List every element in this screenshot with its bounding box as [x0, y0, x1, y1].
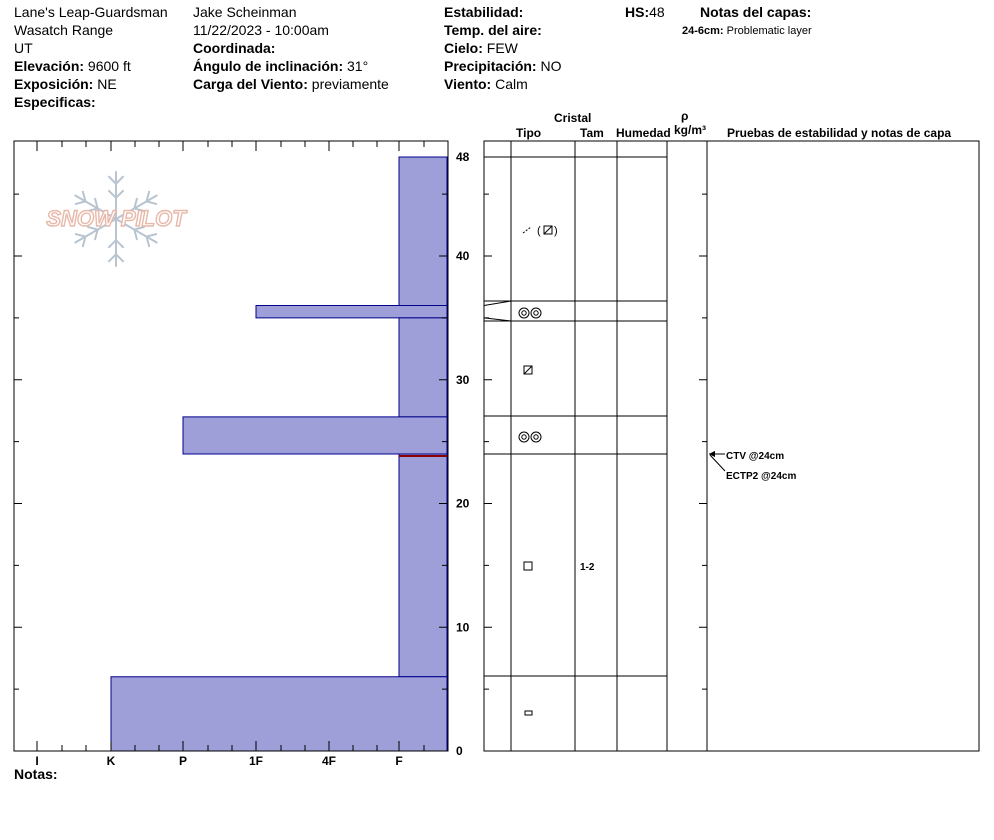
tests-header: Pruebas de estabilidad y notas de capa [727, 126, 952, 140]
y-tick-label: 10 [456, 620, 470, 635]
hardness-bar-5 [111, 677, 447, 751]
rho-header: ρ [681, 109, 689, 123]
stability-label: Estabilidad: [444, 4, 524, 20]
y-tick-label: 40 [456, 249, 470, 263]
size-header: Tam [580, 126, 604, 140]
wind-value: Calm [495, 76, 528, 92]
grain-symbol-ppgp [523, 225, 558, 237]
grain-size-label: 1-2 [580, 562, 595, 573]
svg-text:ECTP2 @24cm: ECTP2 @24cm [726, 471, 797, 482]
svg-text:): ) [554, 225, 558, 237]
svg-text:SNOW PILOT: SNOW PILOT [46, 206, 186, 231]
precip-value: NO [540, 58, 562, 74]
hardness-bar-3 [183, 417, 447, 454]
wind-label: Viento: [444, 76, 492, 92]
hs-value: 48 [649, 4, 665, 20]
x-tick-label: F [395, 754, 403, 768]
y-tick-label: 48 [456, 150, 470, 164]
x-tick-label: K [106, 754, 116, 768]
aspect-value: NE [97, 76, 117, 92]
type-header: Tipo [516, 126, 542, 140]
hardness-bar-0 [399, 157, 447, 306]
hardness-bar-1 [256, 306, 447, 318]
y-tick-label: 0 [456, 744, 463, 758]
range-name: Wasatch Range [14, 22, 114, 38]
x-tick-label: I [35, 754, 39, 768]
svg-text:CTV @24cm: CTV @24cm [726, 451, 785, 462]
x-tick-label: 4F [321, 754, 337, 768]
sky-label: Cielo: [444, 40, 483, 56]
layer-note-depth: 24-6cm: [682, 25, 724, 37]
hardness-bar-2 [399, 318, 447, 417]
sky-value: FEW [486, 40, 518, 56]
slope-label: Ángulo de inclinación: [193, 58, 344, 74]
state-name: UT [14, 40, 33, 56]
hardness-bar-4 [399, 454, 447, 677]
aspect-label: Exposición: [14, 76, 94, 92]
precip-label: Precipitación: [444, 58, 537, 74]
layer-notes-label: Notas del capas: [700, 4, 812, 20]
grain-symbol-fc [524, 562, 532, 570]
crystal-header: Cristal [554, 111, 592, 125]
coordinate-label: Coordinada: [193, 40, 276, 56]
grain-symbol-fcxr [524, 366, 532, 374]
grain-symbol-sh [519, 308, 541, 318]
layer-table-frame [484, 141, 979, 751]
wind-load-value: previamente [311, 76, 389, 92]
observer-name: Jake Scheinman [193, 4, 297, 20]
y-tick-label: 30 [456, 372, 470, 387]
elevation-label: Elevación: [14, 58, 85, 74]
depth-connector [484, 301, 511, 306]
x-tick-label: 1F [248, 754, 264, 768]
observation-datetime: 11/22/2023 - 10:00am [193, 22, 329, 38]
wind-load-label: Carga del Viento: [193, 76, 308, 92]
svg-text:(: ( [537, 225, 541, 237]
moisture-header: Humedad [616, 126, 671, 140]
layer-note-text: Problematic layer [726, 25, 812, 37]
grain-symbol-sh [519, 432, 541, 442]
specifics-label: Especificas: [14, 94, 96, 110]
air-temp-label: Temp. del aire: [444, 22, 542, 38]
elevation-value: 9600 ft [87, 58, 131, 74]
location-name: Lane's Leap-Guardsman [14, 4, 168, 20]
hs-label: HS: [625, 4, 650, 20]
notes-label: Notas: [14, 766, 58, 782]
density-unit-header: kg/m³ [674, 123, 707, 137]
slope-value: 31° [347, 58, 369, 74]
stability-test-0 [709, 451, 784, 462]
y-tick-label: 20 [456, 496, 470, 511]
x-tick-label: P [178, 754, 188, 768]
grain-symbol-mf [525, 711, 532, 715]
snowpilot-logo [46, 172, 187, 266]
